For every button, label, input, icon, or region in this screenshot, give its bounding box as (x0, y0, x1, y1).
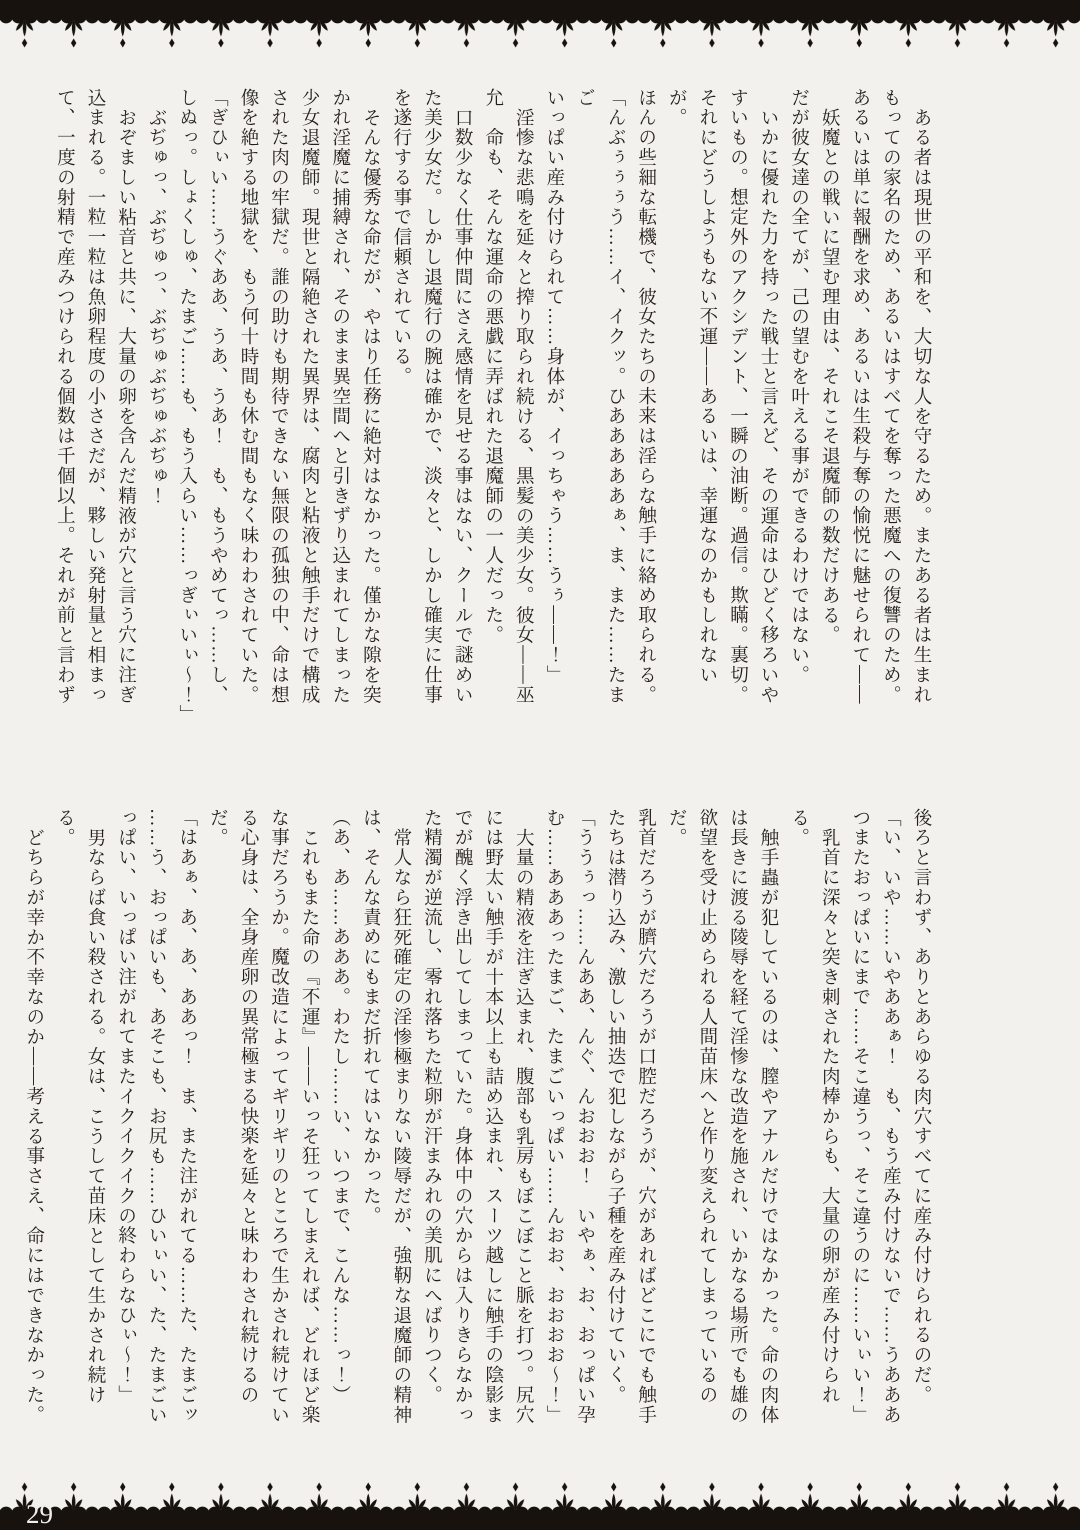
text-column: を遂行する事で信頼されている。 (390, 88, 411, 387)
text-column: ある者は現世の平和を、大切な人を守るため。またある者は生まれ (911, 108, 931, 705)
text-column: 妖魔との戦いに望む理由は、それこそ退魔師の数だけある。 (819, 108, 840, 646)
text-column: は、そんな責めにもまだ折れてはいなかった。 (360, 808, 381, 1226)
text-column: 乳首だろうが臍穴だろうが口腔だろうが、穴があればどこにでも触手 (635, 808, 656, 1425)
text-column: された肉の牢獄だ。誰の助けも期待できない無限の孤独の中、命は想 (268, 88, 289, 705)
text-column: おぞましい粘音と共に、大量の卵を含んだ精液が穴と言う穴に注ぎ (115, 108, 136, 705)
text-column: ……う、おっぱいも、あそこも、お尻も……ひいぃい、た、たまごい (146, 808, 167, 1425)
text-column: いかに優れた力を持った戦士と言えど、その運命はひどく移ろいや (758, 108, 779, 705)
text-column: あるいは単に報酬を求め、あるいは生殺与奪の愉悦に魅せられて―― (849, 88, 870, 705)
text-block-upper (49, 88, 936, 725)
text-column: た精濁が逆流し、零れ落ちた粒卵が汗まみれの美肌にへばりつく。 (421, 808, 442, 1405)
text-column: しぬっ。しょくしゅ、たまご……も、もう入らい……っぎぃいぃ〜！」 (176, 88, 197, 725)
text-column: 男ならば食い殺される。女は、こうして苗床として生かされ続ける。 (54, 808, 105, 1406)
text-column: これもまた命の『不運』――いっそ狂ってしまえれば、どれほど楽 (299, 828, 320, 1425)
text-column: 少女退魔師。現世と隔絶された異界は、腐肉と粘液と触手だけで構成 (299, 88, 320, 705)
text-column: たちは潜り込み、激しい抽迭で犯しながら子種を産み付けていく。 (605, 808, 626, 1405)
page-number: 29 (26, 1499, 53, 1529)
text-column: もっての家名のため、あるいはすべてを奪った悪魔への復讐のため。 (880, 88, 901, 705)
text-column: ほんの些細な転機で、彼女たちの未来は淫らな触手に絡め取られる。 (635, 88, 656, 705)
text-column: て、一度の射精で産みつけられる個数は千個以上。それが前と言わず (54, 88, 75, 705)
text-column: つまたおっぱいにまで……そこ違うっ、そこ違うのに……いぃい！」 (849, 808, 870, 1425)
text-column: 乳首に深々と突き刺された肉棒からも、大量の卵が産み付けられる。 (788, 808, 840, 1406)
top-ornament-border (0, 0, 1080, 50)
text-column: （あ、あ……あああ。わたし……い、いつまで、こんな……っ！） (329, 808, 350, 1405)
text-column: 「い、いや……いやああぁ！ も、もう産み付けないで……うあああ (880, 808, 901, 1425)
text-column: それにどうしようもない不運――あるいは、幸運なのかもしれないが。 (666, 88, 717, 685)
text-column: すいもの。想定外のアクシデント、一瞬の油断。過信。欺瞞。裏切。 (727, 88, 748, 705)
text-column: 欲望を受け止められる人間苗床へと作り変えられてしまっているのだ。 (666, 808, 717, 1405)
text-column: 像を絶する地獄を、もう何十時間も休む間もなく味わわされていた。 (237, 88, 258, 705)
text-column: そんな優秀な命だが、やはり任務に絶対はなかった。僅かな隙を突 (360, 108, 381, 705)
text-column: 触手蟲が犯しているのは、膣やアナルだけではなかった。命の肉体 (758, 828, 779, 1425)
text-column: な事だろうか。魔改造によってギリギリのところで生かされ続けてい (268, 808, 289, 1425)
text-column: 込まれる。一粒一粒は魚卵程度の小ささだが、夥しい発射量と相まっ (84, 88, 105, 705)
text-column: む……あああったまご、たまごいっぱい……んおお、おおおお〜！」 (543, 808, 564, 1425)
text-column: どちらが幸か不幸なのか――考える事さえ、命にはできなかった。 (23, 828, 44, 1425)
text-column: 淫惨な悲鳴を延々と搾り取られ続ける、黒髪の美少女。彼女――巫 (513, 108, 534, 705)
text-column: かれ淫魔に捕縛され、そのまま異空間へと引きずり込まれてしまった (329, 88, 350, 705)
text-block-lower (18, 808, 936, 1440)
text-column: 大量の精液を注ぎ込まれ、腹部も乳房もぼこぼこと脈を打つ。尻穴 (513, 828, 534, 1425)
text-column: 「ぎひぃい……うぐああ、うあ、うあ！ も、もうやめてっ……し、 (207, 88, 228, 705)
text-column: いっぱい産み付けられて……身体が、イっちゃう……うぅ――！」 (543, 88, 564, 685)
text-column: でが醜く浮き出してしまっていた。身体中の穴からは入りきらなかっ (452, 808, 473, 1425)
bottom-ornament-border (0, 1480, 1080, 1530)
text-column: 「ううぅっ……んああ、んぐ、んおおお！ いやぁ、お、おっぱい孕 (574, 808, 595, 1425)
text-column: 口数少なく仕事仲間にさえ感情を見せる事はない、クールで謎めい (452, 108, 473, 705)
text-column: 常人なら狂死確定の淫惨極まりない陵辱だが、強靭な退魔師の精神 (390, 828, 411, 1425)
text-column: 允 命も、そんな運命の悪戯に弄ばれた退魔師の一人だった。 (482, 88, 503, 646)
text-column: 「んぶぅぅぅう……イ、イクッ。ひあああああぁ、ま、また……たまご (574, 88, 626, 705)
text-column: っぱい、いっぱい注がれてまたイクイクイクの終わらなひぃ〜！」 (115, 808, 136, 1405)
text-column: だが彼女達の全てが、己の望むを叶える事ができるわけではない。 (788, 88, 809, 685)
text-column: 後ろと言わず、ありとあらゆる肉穴すべてに産み付けられるのだ。 (911, 808, 931, 1405)
text-column: ぶぢゅっ、ぶぢゅっ、ぶぢゅぶぢゅぶぢゅ！ (146, 108, 167, 506)
text-column: る心身は、全身産卵の異常極まる快楽を延々と味わわされ続けるのだ。 (207, 808, 258, 1405)
text-column: には野太い触手が十本以上も詰め込まれ、スーツ越しに触手の陰影ま (482, 808, 503, 1425)
text-column: た美少女だ。しかし退魔行の腕は確かで、淡々と、しかし確実に仕事 (421, 88, 442, 705)
text-column: は長きに渡る陵辱を経て淫惨な改造を施され、いかなる場所でも雄の (727, 808, 748, 1425)
text-column: 「はあぁ、あ、あ、ああっ！ ま、また注がれてる……た、たまごッ (176, 808, 197, 1425)
